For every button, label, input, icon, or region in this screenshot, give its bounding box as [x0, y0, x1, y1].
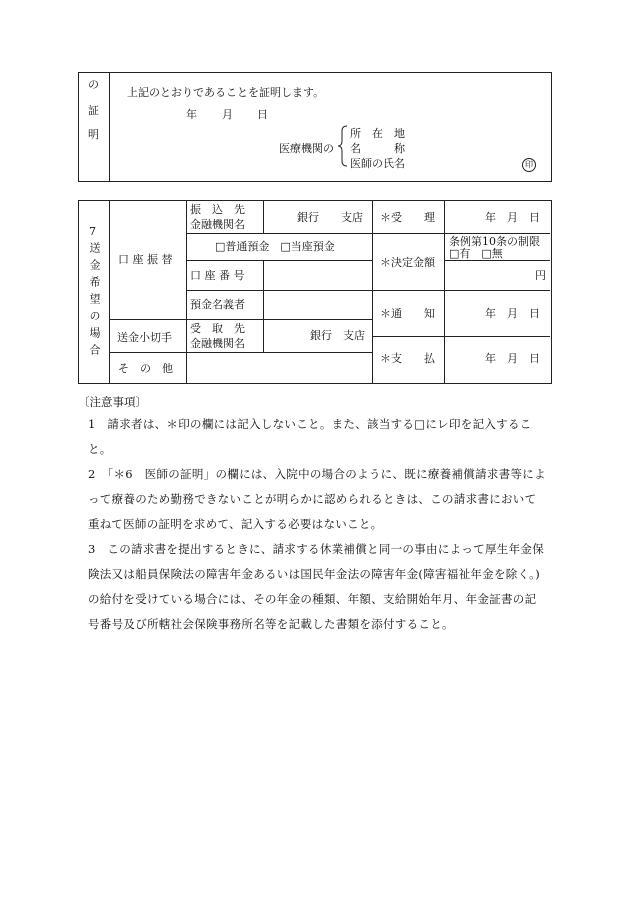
table-vline-1 — [109, 200, 110, 383]
bank-branch-field: 銀行 支店 — [297, 211, 363, 224]
table-hline-7 — [444, 260, 550, 261]
note-item-2: 2 「＊6 医師の証明」の欄には、入院中の場合のように、既に療養補償請求書等によって療養のため勤務できないことが明らかに認められるときは、この請求書において重ねて医師の証明を求めて、記入する必要はないこと。 — [88, 467, 546, 531]
certificate-date-year: 年 — [186, 108, 197, 121]
table-hline-6 — [372, 233, 550, 234]
decided-amount-label: ＊決定金額 — [380, 256, 435, 269]
table-hline-3 — [186, 290, 372, 291]
certificate-divider — [109, 72, 110, 181]
table-vline-2 — [186, 200, 187, 383]
account-number-label: 口 座 番 号 — [190, 269, 245, 282]
payment-label: ＊支 払 — [380, 352, 435, 365]
notice-label: ＊通 知 — [380, 307, 435, 320]
certificate-date-day: 日 — [257, 108, 268, 121]
note-item-3: 3 この請求書を提出するときに、請求する休業補償と同一の事由によって厚生年金保険法又は船員保険法の障害年金あるいは国民年金法の障害年金(障害福祉年金を除く。)の給付を受けている場合には、その年金の種類、年額、支給開始年月、年金証書の記号番号及び所轄社会保険事務所名等を記載した書類を添付すること。 — [88, 542, 545, 631]
bank-dest-label-1: 振 込 先 — [190, 203, 245, 216]
doctor-name-label: 医師の氏名 — [350, 157, 405, 170]
notes-heading: 〔注意事項〕 — [78, 395, 147, 409]
received-label: ＊受 理 — [380, 211, 435, 224]
certificate-statement: 上記のとおりであることを証明します。 — [127, 86, 325, 99]
brace-icon — [338, 125, 348, 167]
deposit-type-options: □普通預金 □当座預金 — [215, 240, 335, 253]
note-item-1: 1 請求者は、＊印の欄には記入しないこと。また、該当する□にレ印を記入すること。 — [88, 417, 532, 456]
institution-label: 医療機関の — [279, 142, 334, 155]
remittance-table — [78, 200, 552, 384]
seal-mark: 印 — [522, 158, 536, 172]
table-hline-2 — [186, 260, 372, 261]
section-number: 7 — [89, 225, 96, 238]
table-hline-4 — [109, 319, 372, 320]
name-label: 名 称 — [350, 142, 405, 155]
article10-label: 条例第10条の制限 — [449, 235, 540, 248]
certificate-date-month: 月 — [222, 108, 233, 121]
yen-unit: 円 — [535, 269, 546, 282]
seal-icon — [522, 157, 536, 172]
certificate-side-char-1: の — [88, 78, 99, 91]
notice-date: 年 月 日 — [485, 307, 540, 320]
table-vline-6 — [372, 200, 373, 383]
section-title: 送金希望の場合 — [88, 242, 101, 361]
certificate-side-char-2: 証 — [88, 104, 99, 117]
table-vline-3 — [263, 200, 264, 234]
table-hline-5 — [109, 352, 372, 353]
received-date: 年 月 日 — [485, 211, 540, 224]
table-hline-9 — [372, 336, 550, 337]
recv-bank-branch-field: 銀行 支店 — [310, 329, 365, 342]
recv-label-1: 受 取 先 — [190, 322, 245, 335]
bank-dest-label-2: 金融機関名 — [190, 218, 245, 231]
check-label: 送金小切手 — [117, 331, 172, 344]
other-label: そ の 他 — [118, 362, 173, 375]
account-transfer-label: 口 座 振 替 — [118, 253, 173, 266]
article10-options: □有 □無 — [449, 247, 503, 260]
account-holder-label: 預金名義者 — [190, 298, 245, 311]
table-hline-8 — [372, 290, 550, 291]
certificate-side-char-3: 明 — [88, 128, 99, 141]
payment-date: 年 月 日 — [485, 352, 540, 365]
table-vline-5 — [263, 319, 264, 353]
address-label: 所 在 地 — [350, 127, 405, 140]
table-vline-7 — [444, 200, 445, 383]
recv-label-2: 金融機関名 — [190, 337, 245, 350]
table-hline-1 — [186, 233, 372, 234]
